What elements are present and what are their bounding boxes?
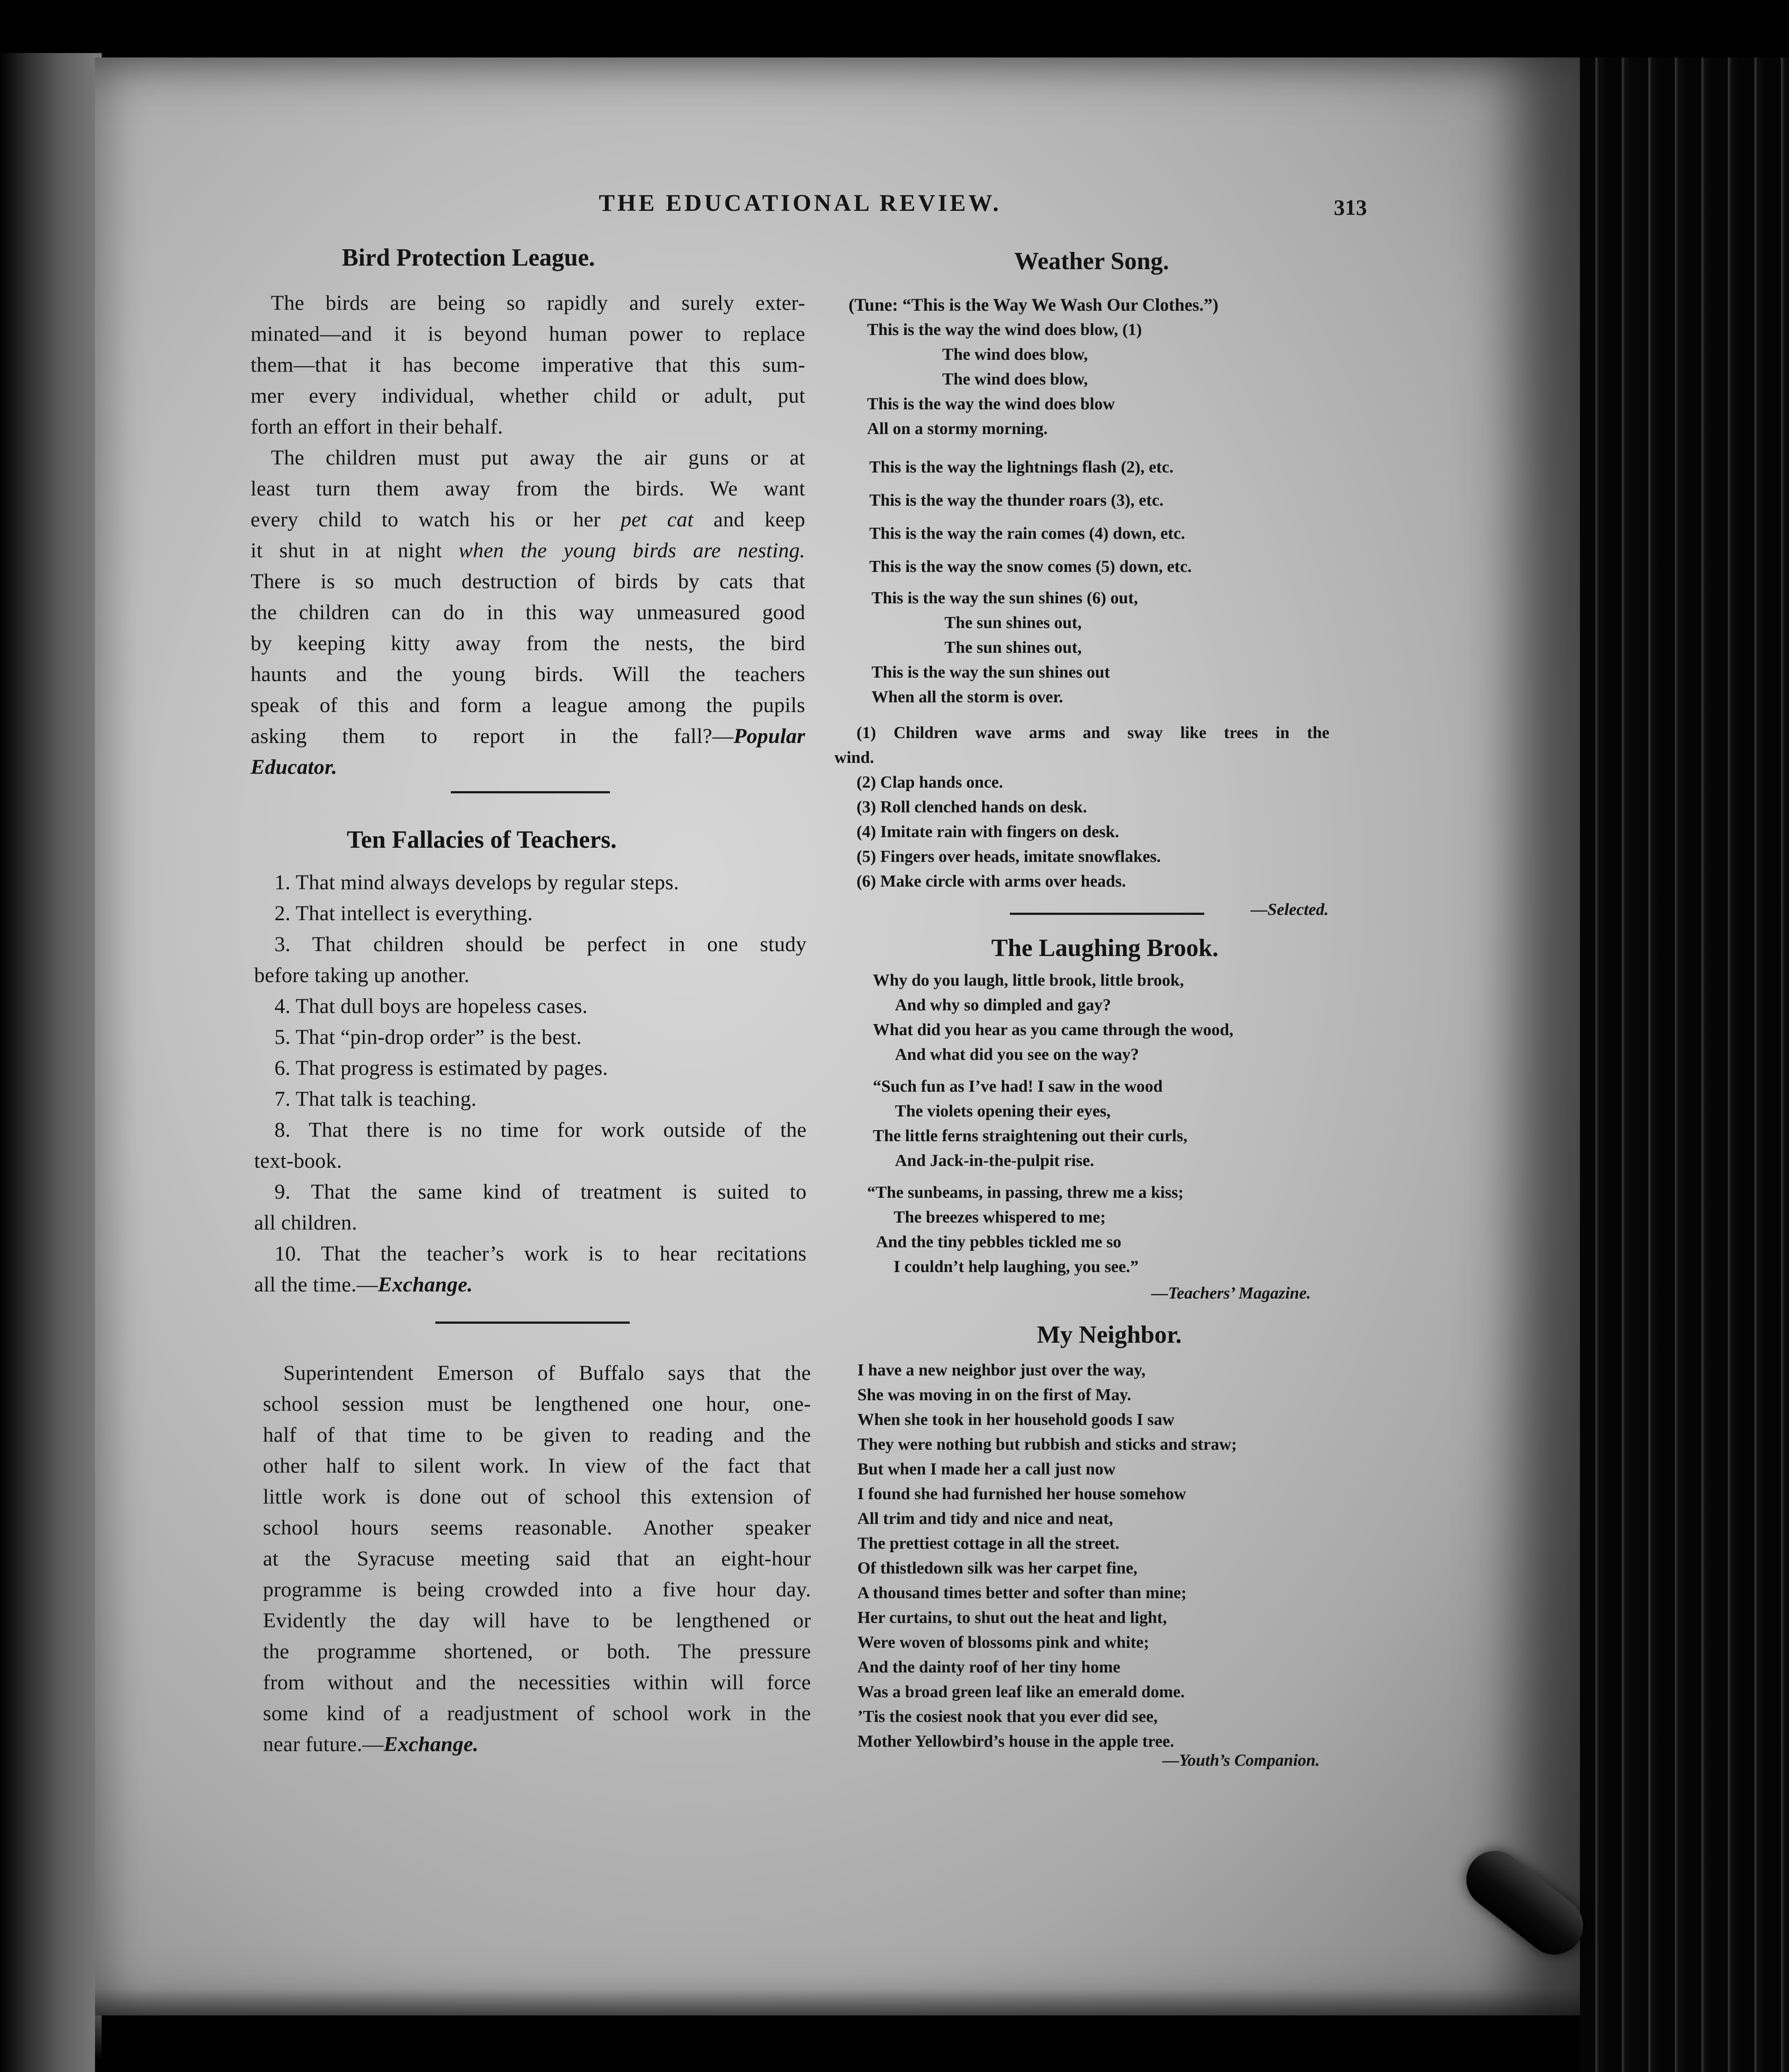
weather-song-lines: This is the way the lightnings flash (2), etc. This is the way the thunder roars (3), etc. This is the way the rain comes (4) down, etc. This is the way the snow comes (5) down, etc. <box>869 458 1192 576</box>
page-number: 313 <box>1334 195 1367 220</box>
running-title: THE EDUCATIONAL REVIEW. <box>599 190 1001 216</box>
emerson-paragraph: Superintendent Emerson of Buffalo says that the school session must be lengthened one hour, one- half of that time to be given to reading and the other half to silent work. In view of the fact that little work is done out of school this extension of school hours seems reasonable. Another speaker at the Syracuse meeting said that an eight-hour programme is being crowded into a five hour day. Evidently the day will have to be lengthened or the programme shortened, or both. The pressure from without and the necessities within will force some kind of a readjustment of school work in the near future.—Exchange. <box>263 1361 811 1756</box>
my-neighbor-source: —Youth’s Companion. <box>1162 1751 1320 1770</box>
laughing-brook-stanza-1: Why do you laugh, little brook, little brook, And why so dimpled and gay? What did you hear as you came through the wood, And what did you see on the way? <box>873 971 1233 1064</box>
bird-protection-title: Bird Protection League. <box>342 244 595 271</box>
weather-song-verse-3: This is the way the sun shines (6) out, The sun shines out, The sun shines out, This is the way the sun shines out When all the storm is over. <box>872 589 1138 706</box>
weather-song-tune: (Tune: “This is the Way We Wash Our Clothes.”) <box>849 295 1218 315</box>
laughing-brook-stanza-2: “Such fun as I’ve had! I saw in the wood The violets opening their eyes, The little ferns straightening out their curls, And Jack-in-the-pulpit rise. <box>873 1077 1188 1170</box>
weather-song-source: —Selected. <box>1251 900 1329 919</box>
laughing-brook-stanza-3: “The sunbeams, in passing, threw me a kiss; The breezes whispered to me; And the tiny pebbles tickled me so I couldn’t help laughing, you see.” <box>867 1183 1184 1276</box>
laughing-brook-title: The Laughing Brook. <box>991 934 1219 962</box>
fallacies-title: Ten Fallacies of Teachers. <box>346 826 617 853</box>
book-page-stack <box>1580 57 1789 2072</box>
my-neighbor-poem: I have a new neighbor just over the way, She was moving in on the first of May. When she took in her household goods I saw They were nothing but rubbish and sticks and straw; But when I made her a call just now I found she had furnished her house somehow All trim and tidy and nice and neat, The prettiest cottage in all the street. Of thistledown silk was her carpet fine, A thousand times better and softer than mine; Her curtains, to shut out the heat and light, Were woven of blossoms pink and white; And the dainty roof of her tiny home Was a broad green leaf like an emerald dome. ’Tis the cosiest nook that you ever did see, Mother Yellowbird’s house in the apple tree. <box>857 1361 1237 1751</box>
weather-song-verse-1: This is the way the wind does blow, (1) The wind does blow, The wind does blow, This is the way the wind does blow All on a stormy morning. <box>867 320 1142 438</box>
book-left-edge <box>0 53 102 2072</box>
my-neighbor-title: My Neighbor. <box>1037 1321 1182 1348</box>
bird-protection-paragraph-1: The birds are being so rapidly and surely exter- minated—and it is beyond human power to replace them—that it has become imperative that this sum- mer every individual, whether child or adult, put forth an effort in their behalf. <box>251 291 805 438</box>
bird-protection-paragraph-2: The children must put away the air guns or at least turn them away from the birds. We want every child to watch his or her pet cat and keep it shut in at night when the young birds are nesting. There is so much destruction of birds by cats that the children can do in this way unmeasured good by keeping kitty away from the nests, the bird haunts and the young birds. Will the teachers speak of this and form a league among the pupils asking them to report in the fall?—Popular Educator. <box>251 446 805 779</box>
laughing-brook-source: —Teachers’ Magazine. <box>1151 1284 1311 1303</box>
weather-song-notes: (1) Children wave arms and sway like trees in the wind. (2) Clap hands once. (3) Roll clenched hands on desk. (4) Imitate rain with fingers on desk. (5) Fingers over heads, imitate snowflakes. (6) Make circle with arms over heads. <box>834 724 1329 891</box>
section-divider <box>435 1322 630 1324</box>
weather-song-title: Weather Song. <box>1014 248 1169 275</box>
fallacies-list: 1. That mind always develops by regular steps. 2. That intellect is everything. 3. That children should be perfect in one study before taking up another. 4. That dull boys are hopeless cases. 5. That “pin-drop order” is the best. 6. That progress is estimated by pages. 7. That talk is teaching. 8. That there is no time for work outside of the text-book. 9. That the same kind of treatment is suited to all children. 10. That the teacher’s work is to hear recitations all the time.—Exchange. <box>254 871 807 1296</box>
section-divider <box>451 791 610 793</box>
page-bottom-shadow <box>95 1989 1580 2072</box>
section-divider <box>1010 913 1204 915</box>
